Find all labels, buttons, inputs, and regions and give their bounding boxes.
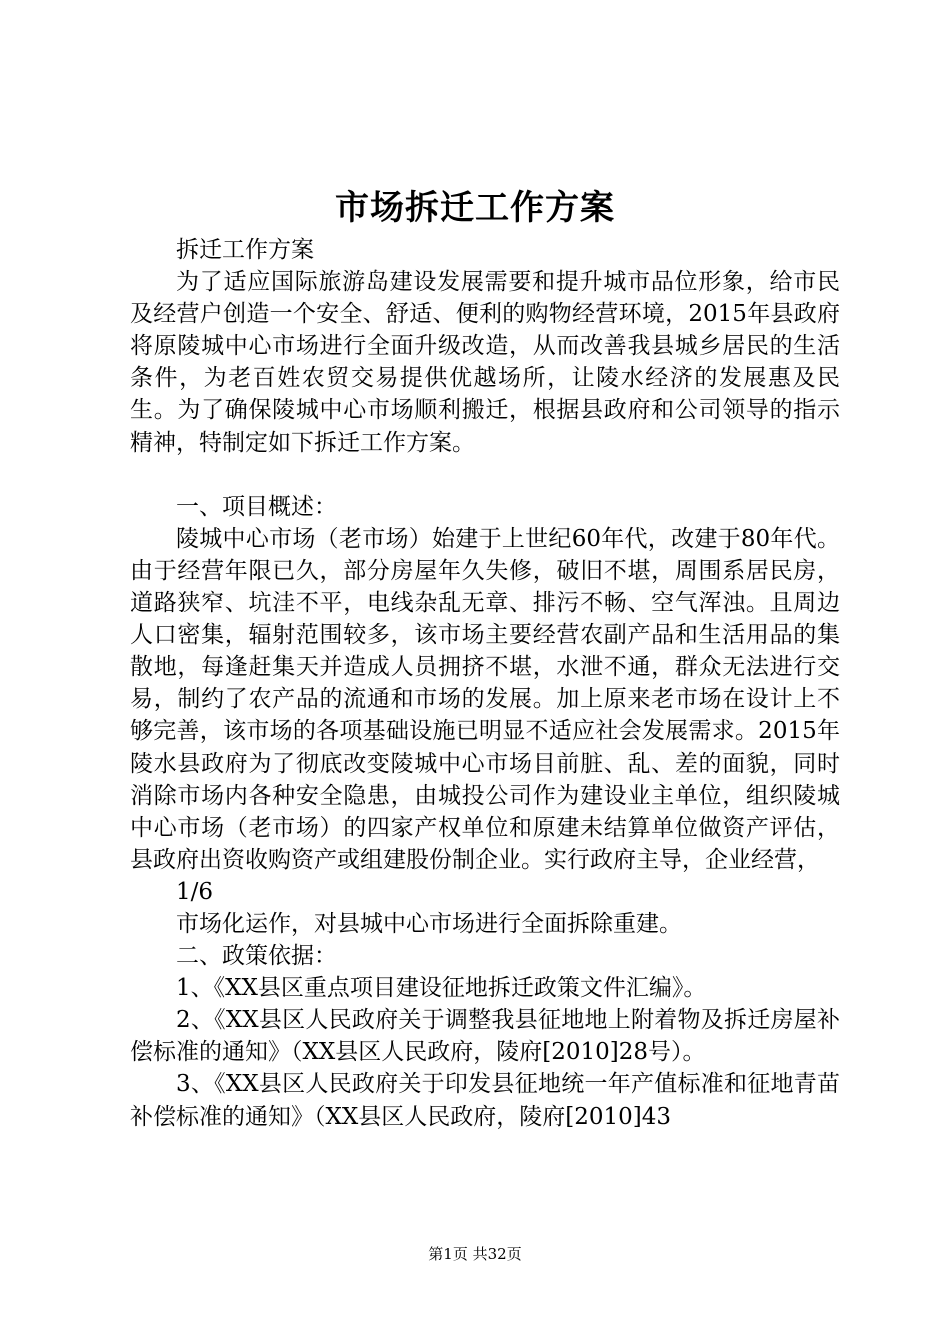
section-heading-policy: 二、政策依据： [176, 943, 337, 970]
paragraph-spacer [130, 459, 840, 491]
section-heading-overview: 一、项目概述： [176, 493, 337, 520]
paragraph-overview: 陵城中心市场（老市场）始建于上世纪60年代，改建于80年代。由于经营年限已久，部分房屋年久失修，破旧不堪，周围系居民房，道路狭窄、坑洼不平，电线杂乱无章、排污不畅、空气浑浊。且周边人口密集，辐射范围较多，该市场主要经营农副产品和生活用品的集散地，每逢赶集天并造成人员拥挤不堪，水泄不通，群众无法进行交易，制约了农产品的流通和市场的发展。加上原来老市场在设计上不够完善，该市场的各项基础设施已明显不适应社会发展需求。2015年陵水县政府为了彻底改变陵城中心市场目前脏、乱、差的面貌，同时消除市场内各种安全隐患，由城投公司作为建设业主单位，组织陵城中心市场（老市场）的四家产权单位和原建未结算单位做资产评估，县政府出资收购资产或组建股份制企业。实行政府主导，企业经营， [130, 525, 840, 873]
policy-item-3: 3、《XX县区人民政府关于印发县征地统一年产值标准和征地青苗补偿标准的通知》（XX县区人民政府，陵府[2010]43 [130, 1071, 840, 1130]
document-title: 市场拆迁工作方案 [335, 188, 615, 228]
policy-item-2: 2、《XX县区人民政府关于调整我县征地地上附着物及拆迁房屋补偿标准的通知》（XX县区人民政府，陵府[2010]28号）。 [130, 1007, 840, 1066]
paragraph-intro: 为了适应国际旅游岛建设发展需要和提升城市品位形象，给市民及经营户创造一个安全、舒适、便利的购物经营环境，2015年县政府将原陵城中心市场进行全面升级改造，从而改善我县城乡居民的生活条件，为老百姓农贸交易提供优越场所，让陵水经济的发展惠及民生。为了确保陵城中心市场顺利搬迁，根据县政府和公司领导的指示精神，特制定如下拆迁工作方案。 [130, 269, 840, 456]
policy-item-1: 1、《XX县区重点项目建设征地拆迁政策文件汇编》。 [176, 975, 707, 1002]
paragraph-continuation: 市场化运作，对县城中心市场进行全面拆除重建。 [176, 910, 682, 937]
paragraph-subtitle: 拆迁工作方案 [176, 237, 314, 263]
page-marker: 1/6 [176, 878, 214, 905]
document-body [130, 234, 840, 1133]
page-footer: 第1页 共32页 [428, 1245, 522, 1263]
